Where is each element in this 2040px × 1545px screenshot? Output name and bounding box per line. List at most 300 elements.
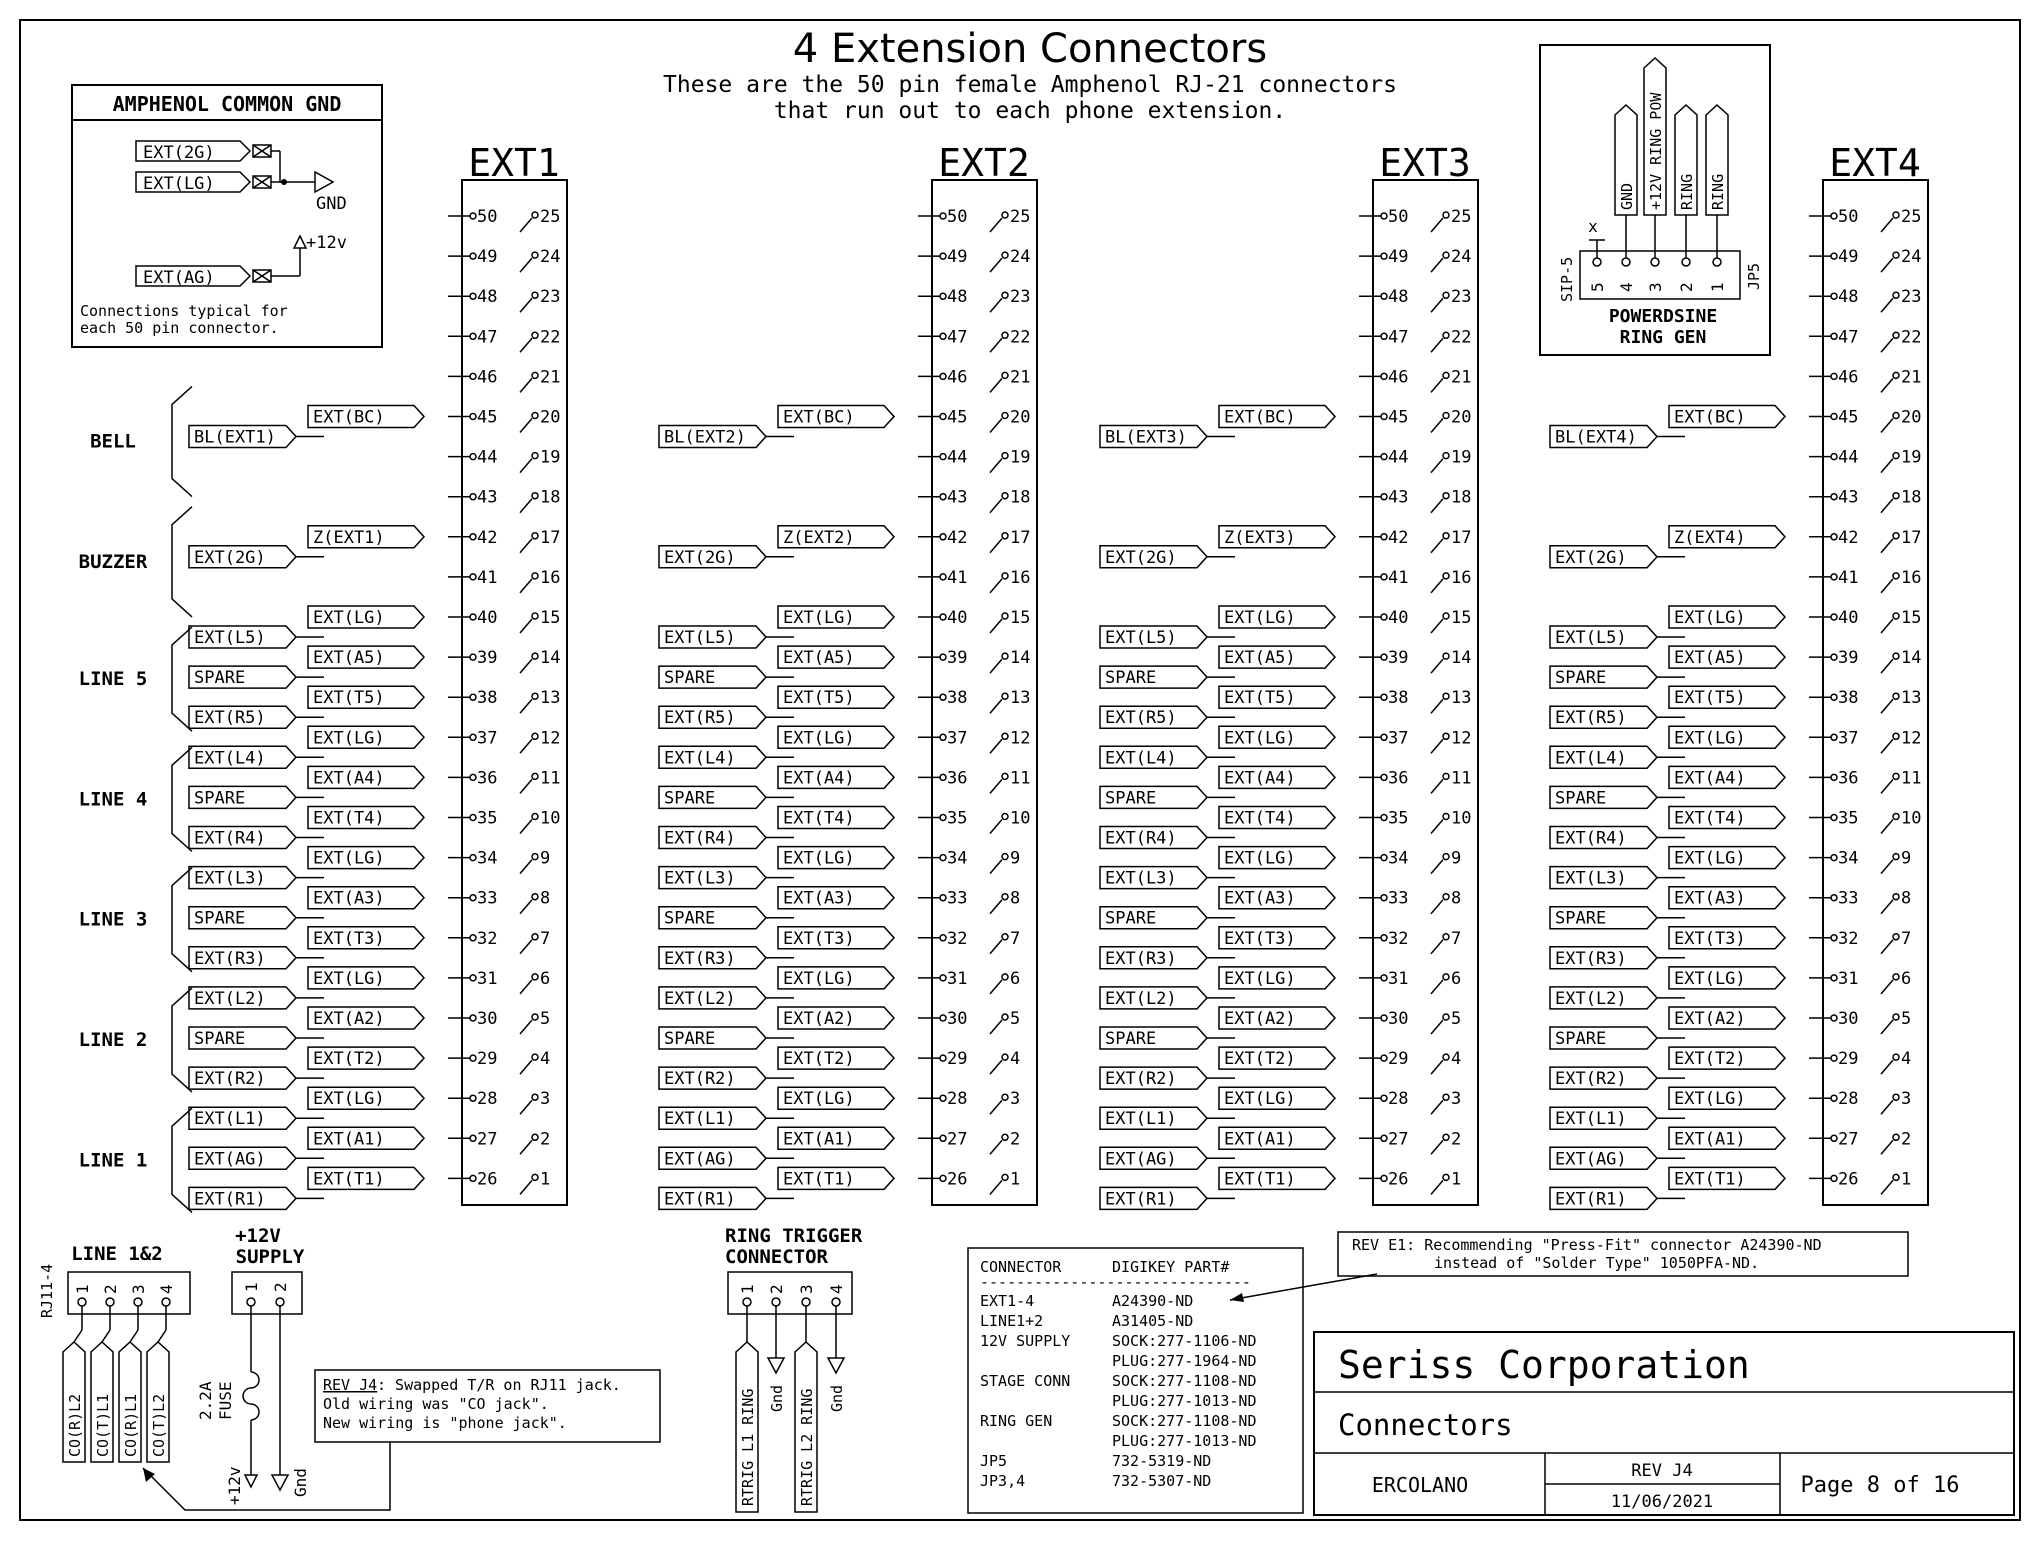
pin-contact [1002,372,1008,378]
line12-pin-number: 1 [73,1284,92,1294]
ring-trigger-pin-number: 3 [797,1284,816,1294]
group-label: BUZZER [78,550,148,573]
signal-label: EXT(LG) [1674,728,1746,749]
signal-label: EXT(L3) [1105,868,1177,889]
group-label: LINE 2 [78,1029,148,1051]
parts-header-dash: ------------------------------ [980,1273,1251,1291]
pin-contact [940,494,946,500]
pin-stub [1431,619,1443,633]
pin-contact [1381,855,1387,861]
line12-pin [78,1298,86,1306]
pin-number: 31 [477,968,498,989]
pin-number: 50 [1388,207,1409,227]
signal-label: EXT(A3) [1674,888,1746,909]
signal-label: EXT(R4) [1555,828,1627,849]
signal-label: BL(EXT1) [194,427,276,448]
signal-label: EXT(T1) [1674,1169,1746,1190]
pin-contact [940,574,946,580]
signal-label: EXT(L5) [194,628,266,648]
pin-number: 35 [1388,808,1409,829]
pin-number: 14 [1451,648,1472,669]
pin-number: 32 [1838,928,1859,949]
pin-contact [1381,654,1387,660]
parts-rows [980,1292,1257,1490]
pin-contact [1443,332,1449,338]
pin-number: 46 [1838,367,1859,388]
pin-number: 25 [1010,207,1031,227]
parts-row-part: A31405-ND [1112,1312,1194,1330]
signal-label: EXT(A5) [313,648,385,669]
pin-contact [1893,1054,1899,1060]
pin-number: 24 [1010,247,1031,268]
signal-label: EXT(R5) [1105,708,1177,729]
pin-contact [940,454,946,460]
pin-contact [1893,1134,1899,1140]
pin-contact [1893,212,1899,218]
ring-trigger-pin [772,1298,780,1306]
signal-label: EXT(T5) [1224,688,1296,709]
pin-number: 4 [540,1049,551,1070]
signal-label: EXT(R2) [1555,1069,1627,1090]
connector-ext4 [1550,141,1928,1209]
pin-contact [470,694,476,700]
pin-number: 40 [1838,608,1859,628]
pin-number: 47 [477,327,498,348]
pin-number: 21 [1451,367,1472,388]
pin-number: 47 [1388,327,1409,348]
rev-j4-line-1: : Swapped T/R on RJ11 jack. [377,1376,621,1394]
pin-number: 47 [947,327,968,348]
signal-label: EXT(T5) [783,688,855,709]
supply-pin-1: 1 [242,1282,261,1292]
pin-number: 8 [540,888,551,909]
pin-number: 10 [1451,808,1472,829]
pin-stub [520,499,532,513]
pin-contact [1831,494,1837,500]
signal-label: EXT(A3) [313,888,385,909]
revision: REV J4 [1631,1461,1693,1481]
pin-stub [1881,860,1893,874]
pin-contact [1831,373,1837,379]
pin-number: 41 [477,567,498,588]
pin-number: 4 [1451,1049,1462,1070]
pin-contact [470,414,476,420]
pin-number: 17 [1010,527,1031,548]
pin-number: 22 [1901,327,1922,348]
pin-contact [1443,733,1449,739]
group-label: LINE 4 [78,788,148,811]
ring-trigger-flag [795,1342,817,1512]
pin-number: 22 [540,327,561,348]
signal-label: SPARE [1555,668,1607,689]
pin-number: 9 [1010,848,1021,869]
powerdsine-pin-number: 1 [1708,282,1727,292]
pin-number: 13 [1451,688,1472,709]
pin-number: 27 [477,1129,498,1150]
pin-number: 50 [947,207,968,227]
pin-number: 44 [477,447,498,468]
pin-stub [520,1180,532,1194]
pin-contact [940,614,946,620]
pin-contact [1002,1134,1008,1140]
pin-contact [1831,253,1837,259]
group-brackets [79,386,192,1212]
pin-contact [1002,653,1008,659]
parts-row-connector: RING GEN [980,1412,1053,1430]
signal-label: EXT(L3) [664,868,736,889]
pin-number: 39 [477,648,498,669]
signal-label: EXT(T4) [1224,808,1296,829]
pin-contact [1893,773,1899,779]
pin-number: 38 [477,688,498,709]
signal-label: EXT(BC) [1674,407,1746,428]
supply-title-1: +12V [235,1225,281,1247]
pin-number: 33 [1388,888,1409,909]
supply-fuse-2: FUSE [216,1381,235,1420]
ring-trigger-pin-number: 2 [767,1284,786,1294]
pin-contact [532,773,538,779]
pin-stub [520,860,532,874]
pin-stub [520,258,532,272]
pin-stub [990,1060,1002,1074]
pin-contact [1381,815,1387,821]
pin-stub [520,218,532,232]
pin-contact [1831,574,1837,580]
line12-title: LINE 1&2 [71,1243,163,1265]
pin-number: 32 [1388,928,1409,949]
pin-number: 4 [1010,1049,1021,1070]
parts-row-part: PLUG:277-1013-ND [1112,1432,1257,1450]
pin-contact [532,1094,538,1100]
pin-number: 7 [1451,928,1462,949]
pin-number: 3 [540,1089,551,1110]
pin-contact [1893,1094,1899,1100]
pin-contact [1381,253,1387,259]
supply-pin-2: 2 [271,1282,290,1292]
pin-stub [1881,419,1893,433]
signal-label: EXT(A2) [313,1009,385,1029]
pin-contact [1002,1054,1008,1060]
signal-label: EXT(T4) [1674,808,1746,829]
signal-label: EXT(BC) [1224,407,1296,428]
pin-contact [532,1174,538,1180]
signal-label: EXT(LG) [313,608,385,628]
pin-number: 42 [477,527,498,548]
rev-e1-line-1: REV E1: Recommending "Press-Fit" connector A24390-ND [1352,1236,1822,1254]
pin-number: 18 [1901,487,1922,508]
pin-number: 26 [1388,1169,1409,1190]
pin-number: 14 [1901,648,1922,669]
pin-stub [1881,459,1893,473]
pin-number: 2 [540,1129,551,1150]
pin-contact [1002,894,1008,900]
line12-pin [106,1298,114,1306]
pin-contact [1443,814,1449,820]
signal-label: EXT(LG) [783,968,855,989]
powerdsine-ring-gen-box [1540,45,1770,355]
signal-label: EXT(LG) [1224,968,1296,989]
pin-number: 23 [540,287,561,308]
pin-contact [1831,975,1837,981]
pin-contact [1381,1095,1387,1101]
pin-number: 13 [1901,688,1922,709]
pin-number: 5 [1451,1009,1462,1029]
line12-pin [162,1298,170,1306]
powerdsine-flag [1615,105,1637,258]
pin-number: 33 [1838,888,1859,909]
pin-contact [940,895,946,901]
pin-stub [990,659,1002,673]
pin-contact [470,774,476,780]
signal-label: Z(EXT3) [1224,527,1296,548]
pin-number: 25 [540,207,561,227]
pin-number: 16 [1010,567,1031,588]
pin-contact [1443,372,1449,378]
pin-number: 41 [947,567,968,588]
pin-contact [532,533,538,539]
pin-number: 30 [477,1009,498,1029]
signal-label: EXT(L2) [1105,988,1177,1009]
pin-number: 3 [1901,1089,1912,1110]
signal-label: EXT(L5) [664,628,736,648]
pin-number: 48 [477,287,498,308]
pin-contact [532,974,538,980]
ground-symbol [828,1358,844,1373]
pin-contact [1381,1055,1387,1061]
signal-label: EXT(R5) [664,708,736,729]
pin-stub [1881,940,1893,954]
pin-contact [1831,694,1837,700]
pin-number: 40 [477,608,498,628]
pin-number: 48 [1388,287,1409,308]
line12-connector [38,1243,190,1462]
pin-number: 1 [1010,1169,1021,1190]
pin-contact [940,414,946,420]
signal-label: SPARE [1555,788,1607,809]
pin-contact [1443,292,1449,298]
pin-number: 31 [1838,968,1859,989]
signal-label: EXT(R1) [1555,1189,1627,1210]
pin-contact [1831,333,1837,339]
pin-contact [1443,1014,1449,1020]
pin-contact [532,854,538,860]
signal-label: SPARE [664,1029,716,1049]
signal-label: Z(EXT1) [313,527,385,548]
pin-number: 3 [1451,1089,1462,1110]
pin-number: 39 [1388,648,1409,669]
pin-contact [532,733,538,739]
pin-stub [1881,579,1893,593]
pin-contact [940,1175,946,1181]
pin-number: 25 [1901,207,1922,227]
connectors-layer [79,141,1928,1212]
pin-number: 20 [1451,407,1472,428]
signal-label: EXT(A1) [783,1129,855,1150]
pin-stub [520,1020,532,1034]
pin-stub [1431,820,1443,834]
signal-label: EXT(L2) [194,988,266,1009]
pin-contact [1443,773,1449,779]
rev-e1-line-2: instead of "Solder Type" 1050PFA-ND. [1434,1254,1760,1272]
signal-label: EXT(LG) [1674,848,1746,869]
pin-stub [520,459,532,473]
svg-text:RTRIG L1 RING: RTRIG L1 RING [739,1388,757,1506]
pin-contact [1443,493,1449,499]
pin-number: 49 [1388,247,1409,268]
pin-number: 1 [540,1169,551,1190]
amphenol-flag-2g: EXT(2G) [143,143,215,163]
pin-number: 43 [1838,487,1859,508]
pin-number: 15 [540,608,561,628]
pin-contact [940,935,946,941]
signal-label: EXT(R3) [1555,948,1627,969]
pin-stub [1431,1020,1443,1034]
pin-number: 28 [477,1089,498,1110]
pin-contact [1893,854,1899,860]
pin-contact [470,1055,476,1061]
project-name: ERCOLANO [1371,1473,1469,1497]
pin-number: 9 [1451,848,1462,869]
pin-stub [1431,980,1443,994]
pin-contact [1381,1135,1387,1141]
powerdsine-pin-number: 3 [1646,282,1665,292]
pin-stub [990,860,1002,874]
pin-number: 19 [1010,447,1031,468]
pin-contact [1831,213,1837,219]
pin-contact [470,1135,476,1141]
pin-number: 40 [1388,608,1409,628]
pin-number: 8 [1451,888,1462,909]
pin-number: 38 [1388,688,1409,709]
pin-stub [990,499,1002,513]
pin-contact [940,213,946,219]
pin-stub [1881,619,1893,633]
signal-label: EXT(A2) [783,1009,855,1029]
pin-number: 14 [1010,648,1031,669]
signal-label: EXT(T2) [1224,1049,1296,1070]
pin-stub [1431,940,1443,954]
pin-number: 12 [540,728,561,749]
pin-stub [990,258,1002,272]
pin-contact [1893,453,1899,459]
rev-j4-tag: REV J4 [323,1376,378,1394]
signal-label: EXT(A3) [783,888,855,909]
powerdsine-pin-number: 2 [1677,282,1696,292]
pin-stub [1431,459,1443,473]
pin-contact [1831,614,1837,620]
pin-number: 37 [947,728,968,749]
signal-label: EXT(A3) [1224,888,1296,909]
pin-contact [470,373,476,379]
powerdsine-jp-label: JP5 [1745,262,1763,290]
pin-contact [1831,1015,1837,1021]
pin-stub [520,1100,532,1114]
ring-trigger-connector [725,1225,863,1512]
pin-number: 29 [477,1049,498,1070]
pin-contact [1893,292,1899,298]
pin-stub [1881,699,1893,713]
signal-label: EXT(T2) [783,1049,855,1070]
pin-stub [990,980,1002,994]
parts-row-connector: STAGE CONN [980,1372,1071,1390]
pin-contact [1002,413,1008,419]
pin-stub [1881,338,1893,352]
pin-contact [1893,693,1899,699]
pin-number: 20 [1901,407,1922,428]
pin-stub [1431,338,1443,352]
pin-contact [470,855,476,861]
pin-stub [990,1140,1002,1154]
pin-contact [532,894,538,900]
svg-text:RTRIG L2 RING: RTRIG L2 RING [798,1388,816,1506]
pin-contact [940,293,946,299]
line12-pin-number: 3 [129,1284,148,1294]
pin-contact [470,333,476,339]
pin-contact [1002,974,1008,980]
signal-label: EXT(A1) [1674,1129,1746,1150]
pin-contact [1893,372,1899,378]
pin-stub [990,1100,1002,1114]
signal-label: SPARE [1105,1029,1157,1049]
pin-contact [940,855,946,861]
signal-label: EXT(LG) [313,728,385,749]
signal-label: EXT(L1) [1555,1109,1627,1130]
line12-pins [63,1284,176,1462]
page-title: 4 Extension Connectors [792,26,1268,72]
svg-text:RING: RING [1709,173,1727,210]
pin-number: 24 [540,247,561,268]
pin-stub [990,820,1002,834]
pin-contact [470,534,476,540]
pin-stub [520,619,532,633]
pin-stub [1881,1100,1893,1114]
signal-label: SPARE [664,908,716,929]
pin-number: 36 [1388,768,1409,789]
pin-contact [532,814,538,820]
parts-row-part: SOCK:277-1106-ND [1112,1332,1257,1350]
pin-contact [940,373,946,379]
pin-stub [990,539,1002,553]
pin-number: 44 [1838,447,1859,468]
pin-stub [990,940,1002,954]
rev-e1-note [1338,1232,1908,1276]
pin-number: 37 [477,728,498,749]
pin-number: 8 [1010,888,1021,909]
pin-stub [1881,1140,1893,1154]
connector-name: EXT4 [1829,141,1921,185]
pin-number: 15 [1010,608,1031,628]
pin-contact [532,372,538,378]
pin-contact [1893,533,1899,539]
pin-number: 21 [1901,367,1922,388]
pin-number: 34 [1838,848,1859,869]
pin-contact [1381,975,1387,981]
pin-contact [1831,1055,1837,1061]
pin-contact [1893,332,1899,338]
signal-label: EXT(R1) [1105,1189,1177,1210]
amphenol-common-gnd-box [72,85,382,347]
pin-stub [1431,298,1443,312]
pin-contact [1443,894,1449,900]
pin-contact [940,694,946,700]
ring-trigger-pin [743,1298,751,1306]
line12-flag [119,1342,141,1462]
pin-contact [532,493,538,499]
signal-label: EXT(R3) [664,948,736,969]
signal-label: EXT(T3) [1674,928,1746,949]
pin-contact [1381,1015,1387,1021]
pin-contact [1893,252,1899,258]
